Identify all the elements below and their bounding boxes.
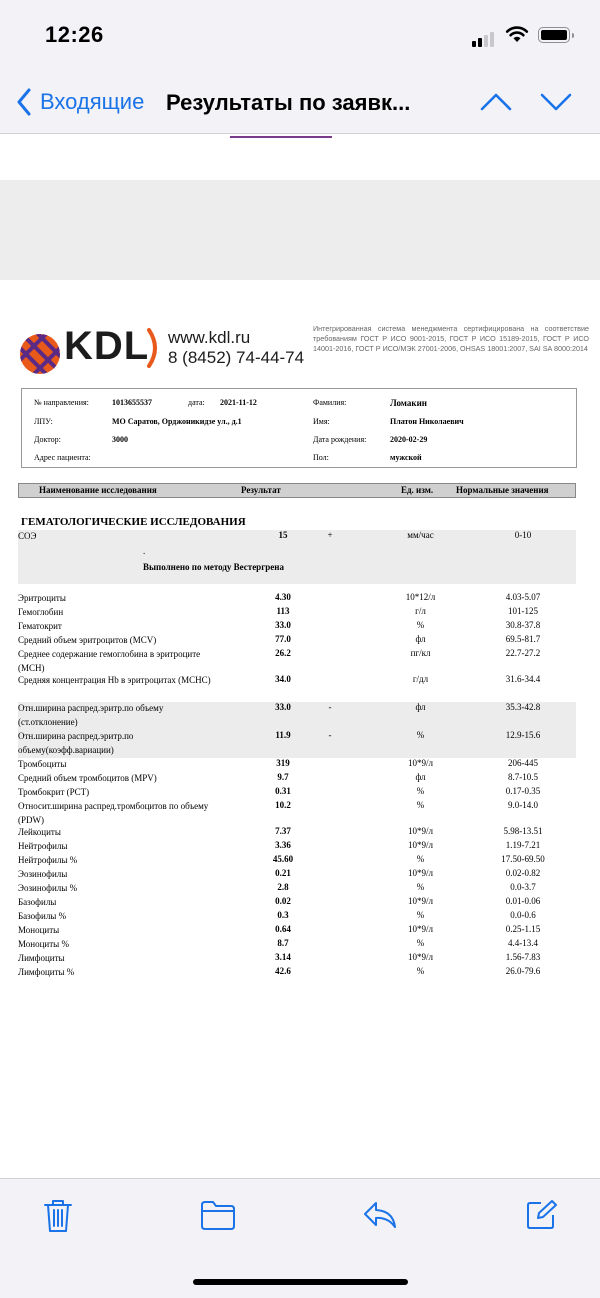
test-norm: 1.56-7.83 (505, 952, 541, 962)
test-name: Средний объем тромбоцитов (MPV) (18, 773, 157, 783)
test-norm: 0.02-0.82 (505, 868, 541, 878)
test-value: 9.7 (277, 772, 289, 782)
test-unit: % (416, 966, 425, 976)
test-value: 4.30 (275, 592, 291, 602)
test-unit: % (416, 786, 425, 796)
compose-icon[interactable] (525, 1199, 557, 1231)
test-name: Лейкоциты (18, 827, 61, 837)
table-row (18, 966, 576, 980)
firstname-label: Имя: (313, 417, 330, 426)
test-unit: 10*9/л (408, 896, 433, 906)
test-name: Эозинофилы (18, 869, 68, 879)
back-button[interactable] (16, 85, 144, 119)
test-value: 10.2 (275, 800, 291, 810)
trash-icon[interactable] (43, 1199, 73, 1233)
test-norm: 4.03-5.07 (505, 592, 541, 602)
test-unit: % (416, 800, 425, 810)
test-value: 33.0 (275, 620, 291, 630)
doctor-label: Доктор: (34, 435, 61, 444)
message-title: Результаты по заявк... (166, 90, 411, 115)
section-title: ГЕМАТОЛОГИЧЕСКИЕ ИССЛЕДОВАНИЯ (21, 516, 246, 528)
doctor-value: 3000 (112, 435, 128, 444)
test-unit: 10*9/л (408, 868, 433, 878)
test-value: 113 (276, 606, 290, 616)
test-name: СОЭ (18, 531, 37, 541)
test-norm: 12.9-15.6 (505, 730, 541, 740)
test-unit: 10*9/л (408, 924, 433, 934)
site-url: www.kdl.ru (168, 328, 251, 347)
test-name: Эозинофилы % (18, 883, 78, 893)
lpu-label: ЛПУ: (34, 417, 53, 426)
test-unit: % (416, 938, 425, 948)
phone: 8 (8452) 74-44-74 (168, 348, 305, 367)
test-norm: 35.3-42.8 (505, 702, 541, 712)
table-row (18, 702, 576, 730)
table-row (18, 840, 576, 854)
test-name: Нейтрофилы % (18, 855, 78, 865)
test-flag: - (328, 702, 332, 712)
results-table-header (18, 483, 576, 498)
method-dot: . (143, 546, 146, 556)
status-bar (0, 0, 600, 75)
test-norm: 8.7-10.5 (508, 772, 538, 782)
test-name: Нейтрофилы (18, 841, 68, 851)
wifi-icon (505, 24, 529, 44)
test-norm: 30.8-37.8 (505, 620, 541, 630)
table-row (18, 882, 576, 896)
test-name: Тромбокрит (PCT) (18, 787, 90, 797)
certification-text: Интегрированная система менеджмента сертифицирована на соответствие требованиям ГОСТ Р ИСО 9001-2015, ГОСТ Р ИСО 15189-2015, ГОСТ Р ИСО 14001-2016, ГОСТ Р ИСО/МЭК 27001-2006, OHSAS 18001:2007, SAI SA 8000:2014 (313, 324, 589, 353)
table-row (18, 896, 576, 910)
birth-label: Дата рождения: (313, 435, 367, 444)
test-unit: % (416, 910, 425, 920)
message-body[interactable] (0, 134, 600, 1178)
table-row (18, 786, 576, 800)
test-norm: 0.25-1.15 (505, 924, 541, 934)
table-row (18, 530, 576, 544)
table-row (18, 634, 576, 648)
test-norm: 1.19-7.21 (505, 840, 541, 850)
test-unit: 10*9/л (408, 826, 433, 836)
test-norm: 17.50-69.50 (501, 854, 545, 864)
test-name: Относит.ширина распред.тромбоцитов по объему (PDW) (18, 801, 209, 825)
test-unit: % (416, 882, 425, 892)
test-norm: 0.0-0.6 (510, 910, 536, 920)
test-norm: 0.17-0.35 (505, 786, 541, 796)
test-value: 3.14 (275, 952, 291, 962)
test-unit: пг/кл (410, 648, 431, 658)
test-value: 33.0 (275, 702, 291, 712)
chevron-left-icon (16, 88, 32, 116)
test-value: 34.0 (275, 674, 291, 684)
test-value: 11.9 (275, 730, 291, 740)
test-value: 0.02 (275, 896, 291, 906)
previous-message-icon[interactable] (480, 90, 512, 114)
cellular-signal-icon (472, 29, 496, 47)
table-row (18, 952, 576, 966)
test-norm: 5.98-13.51 (503, 826, 543, 836)
test-value: 26.2 (275, 648, 291, 658)
test-value: 3.36 (275, 840, 291, 850)
test-unit: 10*9/л (408, 758, 433, 768)
col-norm: Нормальные значения (456, 485, 549, 495)
test-name: Отн.ширина распред.эритр.по объему(коэфф.вариации) (18, 731, 134, 755)
patient-info-box (21, 388, 577, 468)
table-row (18, 910, 576, 924)
test-name: Гематокрит (18, 621, 62, 631)
test-name: Гемоглобин (18, 607, 64, 617)
home-indicator (193, 1279, 408, 1285)
date-label: дата: (188, 398, 205, 407)
table-row (18, 826, 576, 840)
test-value: 0.3 (277, 910, 289, 920)
test-norm: 206-445 (508, 758, 538, 768)
table-row (18, 674, 576, 702)
test-name: Эритроциты (18, 593, 66, 603)
test-norm: 9.0-14.0 (508, 800, 538, 810)
test-value: 0.31 (275, 786, 291, 796)
lpu-value: МО Саратов, Орджоникидзе ул., д.1 (112, 417, 242, 426)
test-value: 42.6 (275, 966, 291, 976)
table-row (18, 758, 576, 772)
test-unit: % (416, 854, 425, 864)
test-unit: % (416, 730, 425, 740)
test-norm: 26.0-79.6 (505, 966, 541, 976)
table-row (18, 730, 576, 758)
test-unit: мм/час (407, 530, 434, 540)
test-value: 45.60 (272, 854, 294, 864)
birth-value: 2020-02-29 (390, 435, 428, 444)
test-unit: 10*9/л (408, 840, 433, 850)
test-flag: - (328, 730, 332, 740)
test-value: 0.64 (275, 924, 291, 934)
status-time: 12:26 (45, 22, 104, 47)
test-norm: 0-10 (514, 530, 532, 540)
surname-value: Ломакин (390, 398, 427, 408)
sex-label: Пол: (313, 453, 329, 462)
folder-icon[interactable] (200, 1199, 236, 1231)
col-result: Результат (241, 485, 281, 495)
test-value: 0.21 (275, 868, 291, 878)
test-value: 2.8 (277, 882, 289, 892)
test-norm: 101-125 (508, 606, 538, 616)
test-unit: фл (415, 702, 426, 712)
sex-value: мужской (390, 453, 422, 462)
nav-bar (0, 75, 600, 134)
direction-value: 1013655537 (112, 398, 152, 407)
back-label: Входящие (40, 89, 145, 114)
table-row (18, 938, 576, 952)
test-norm: 69.5-81.7 (505, 634, 541, 644)
table-row (18, 648, 576, 676)
test-unit: фл (415, 634, 426, 644)
test-unit: г/дл (412, 674, 429, 684)
col-name: Наименование исследования (39, 485, 157, 495)
address-label: Адрес пациента: (34, 453, 91, 462)
table-row (18, 620, 576, 634)
surname-label: Фамилия: (313, 398, 347, 407)
table-row (18, 606, 576, 620)
test-value: 8.7 (277, 938, 289, 948)
table-row (18, 924, 576, 938)
test-name: Моноциты (18, 925, 60, 935)
table-row (18, 854, 576, 868)
test-value: 319 (276, 758, 290, 768)
test-flag: + (327, 530, 333, 540)
table-row (18, 772, 576, 786)
brand-name: KDL (64, 324, 150, 368)
test-name: Средний объем эритроцитов (MCV) (18, 635, 157, 645)
test-value: 7.37 (275, 826, 291, 836)
test-value: 15 (278, 530, 288, 540)
test-norm: 4.4-13.4 (508, 938, 538, 948)
test-name: Базофилы % (18, 911, 67, 921)
pdf-page (0, 280, 600, 1178)
test-norm: 31.6-34.4 (505, 674, 541, 684)
test-unit: 10*9/л (408, 952, 433, 962)
test-name: Тромбоциты (18, 759, 67, 769)
test-norm: 0.0-3.7 (510, 882, 536, 892)
next-message-icon[interactable] (540, 90, 572, 114)
reply-icon[interactable] (362, 1199, 398, 1231)
table-row (18, 800, 576, 828)
test-name: Лимфоциты % (18, 967, 75, 977)
test-name: Среднее содержание гемоглобина в эритроците (MCH) (18, 649, 201, 673)
brand-contacts (168, 328, 304, 368)
test-name: Базофилы (18, 897, 57, 907)
test-name: Средняя концентрация Hb в эритроцитах (MCHC) (18, 675, 211, 685)
kdl-logo-icon (18, 332, 62, 376)
test-unit: 10*12/л (405, 592, 436, 602)
test-unit: г/л (415, 606, 426, 616)
test-name: Лимфоциты (18, 953, 65, 963)
battery-icon (538, 27, 570, 43)
table-row (18, 592, 576, 606)
test-name: Отн.ширина распред.эритр.по объему (ст.отклонение) (18, 703, 164, 727)
firstname-value: Платон Николаевич (390, 417, 464, 426)
col-unit: Ед. изм. (401, 485, 434, 495)
method-note: Выполнено по методу Вестергрена (143, 562, 284, 572)
table-row (18, 868, 576, 882)
test-name: Моноциты % (18, 939, 69, 949)
test-norm: 22.7-27.2 (505, 648, 541, 658)
test-value: 77.0 (275, 634, 291, 644)
test-norm: 0.01-0.06 (505, 896, 541, 906)
direction-label: № направления: (34, 398, 89, 407)
test-unit: % (416, 620, 425, 630)
date-value: 2021-11-12 (220, 398, 257, 407)
test-unit: фл (415, 772, 426, 782)
brand-chevron-icon (146, 328, 162, 368)
